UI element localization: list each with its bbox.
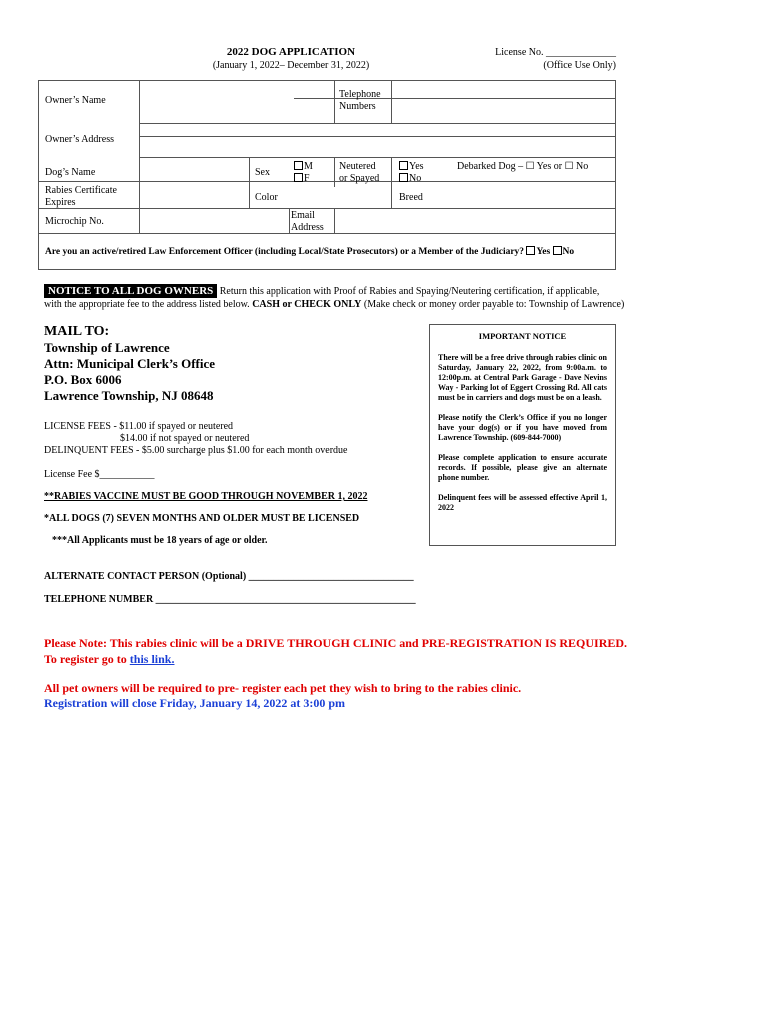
male-checkbox[interactable] [294, 161, 303, 170]
owner-address-label: Owner’s Address [45, 134, 114, 145]
preregister-note: All pet owners will be required to pre- register each pet they wish to bring to the rabies clinic. [44, 681, 522, 695]
application-form-table [38, 80, 616, 270]
rabies-vaccine-note: **RABIES VACCINE MUST BE GOOD THROUGH NOVEMBER 1, 2022 [44, 491, 368, 502]
applicant-age-note: ***All Applicants must be 18 years of age or older. [52, 535, 268, 546]
notice-line-2: with the appropriate fee to the address listed below. CASH or CHECK ONLY (Make check or money order payable to: Township of Lawrence) [44, 299, 625, 310]
officer-yes-checkbox[interactable] [526, 246, 535, 255]
mail-to-address: MAIL TO: Township of Lawrence Attn: Municipal Clerk’s Office P.O. Box 6006 Lawrence Township, NJ 08648 [44, 324, 216, 403]
notify-clerk-notice: Please notify the Clerk’s Office if you no longer have your dog(s) or if you have moved from Lawrence Township. (609-844-7000) [438, 413, 607, 442]
licensing-age-note: *ALL DOGS (7) SEVEN MONTHS AND OLDER MUST BE LICENSED [44, 513, 360, 524]
microchip-label: Microchip No. [45, 216, 104, 227]
alternate-contact-field: ALTERNATE CONTACT PERSON (Optional) _________________________________ [44, 571, 414, 582]
telephone-number-field: TELEPHONE NUMBER ____________________________________________________ [44, 594, 416, 605]
complete-application-notice: Please complete application to ensure accurate records. If possible, please give an alternate phone number. [438, 453, 607, 482]
female-checkbox[interactable] [294, 173, 303, 182]
debarked-field[interactable]: Debarked Dog – ☐ Yes or ☐ No [457, 161, 589, 172]
telephone-label: Telephone Numbers [339, 89, 381, 112]
dog-name-label: Dog’s Name [45, 167, 96, 178]
drive-through-note: Please Note: This rabies clinic will be a DRIVE THROUGH CLINIC and PRE-REGISTRATION IS REQUIRED. [44, 636, 628, 650]
breed-label: Breed [399, 192, 423, 203]
form-title: 2022 DOG APPLICATION [226, 46, 356, 58]
notice-line-1: NOTICE TO ALL DOG OWNERS Return this application with Proof of Rabies and Spaying/Neutering certification, if applicable, [44, 285, 599, 297]
license-number-field: License No. ______________ [495, 47, 616, 58]
registration-close-note: Registration will close Friday, January 14, 2022 at 3:00 pm [44, 696, 345, 710]
form-period: (January 1, 2022– December 31, 2022) [212, 60, 370, 71]
important-notice-box: IMPORTANT NOTICE There will be a free drive through rabies clinic on Saturday, January 22, 2022, from 9:00a.m. to 12:00p.m. at Central Park Garage - Dave Nevins Way - Parking lot of Eggert Crossing Rd. All cats must be in carriers and dogs must be on a leash. Please notify the Clerk’s Office if you no longer have your dog(s) or if you have moved from Lawrence Township. (609-844-7000) Please complete application to ensure accurate records. If possible, please give an alternate phone number. Delinquent fees will be assessed effective April 1, 2022 [429, 324, 616, 546]
notice-label: NOTICE TO ALL DOG OWNERS [44, 284, 217, 298]
officer-question: Are you an active/retired Law Enforcement Officer (including Local/State Prosecutors) or a Member of the Judiciary? Yes No [45, 247, 575, 257]
clinic-notice: There will be a free drive through rabies clinic on Saturday, January 22, 2022, from 9:00a.m. to 12:00p.m. at Central Park Garage - Dave Nevins Way - Parking lot of Eggert Crossing Rd. All cats must be in carriers and dogs must be on a leash. [438, 353, 607, 402]
sex-options [294, 161, 313, 185]
neutered-yes-option[interactable]: Yes [399, 161, 424, 173]
register-note: To register go to this link. [44, 652, 175, 666]
owner-name-label: Owner’s Name [45, 95, 106, 106]
fees-section: LICENSE FEES - $11.00 if spayed or neutered $14.00 if not spayed or neutered DELINQUENT FEES - $5.00 surcharge plus $1.00 for each month overdue License Fee $___________ **RABIES VACCINE MUST BE GOOD THROUGH NOVEMBER 1, 2022 *ALL DOGS (7) SEVEN MONTHS AND OLDER MUST BE LICENSED ***All Applicants must be 18 years of age or older. ALTERNATE CONTACT PERSON (Optional) _________________________________ TELEPHONE NUMBER ____________________________________________________ [44, 421, 416, 605]
neutered-no-option[interactable]: No [399, 173, 424, 185]
neutered-options [399, 161, 424, 185]
sex-label: Sex [255, 167, 270, 178]
sex-male-option[interactable]: M [294, 161, 313, 173]
neutered-yes-checkbox[interactable] [399, 161, 408, 170]
officer-no-checkbox[interactable] [553, 246, 562, 255]
rabies-expires-label: Rabies Certificate Expires [45, 185, 117, 208]
sex-female-option[interactable]: F [294, 173, 313, 185]
color-label: Color [255, 192, 278, 203]
office-use-label: (Office Use Only) [543, 60, 616, 71]
neutered-label: Neutered or Spayed [339, 161, 380, 184]
register-link[interactable]: this link. [129, 652, 175, 666]
email-label: Email Address [291, 210, 324, 233]
neutered-no-checkbox[interactable] [399, 173, 408, 182]
delinquent-fees-notice: Delinquent fees will be assessed effective April 1, 2022 [438, 493, 607, 512]
license-fee-field: License Fee $___________ [44, 469, 155, 480]
